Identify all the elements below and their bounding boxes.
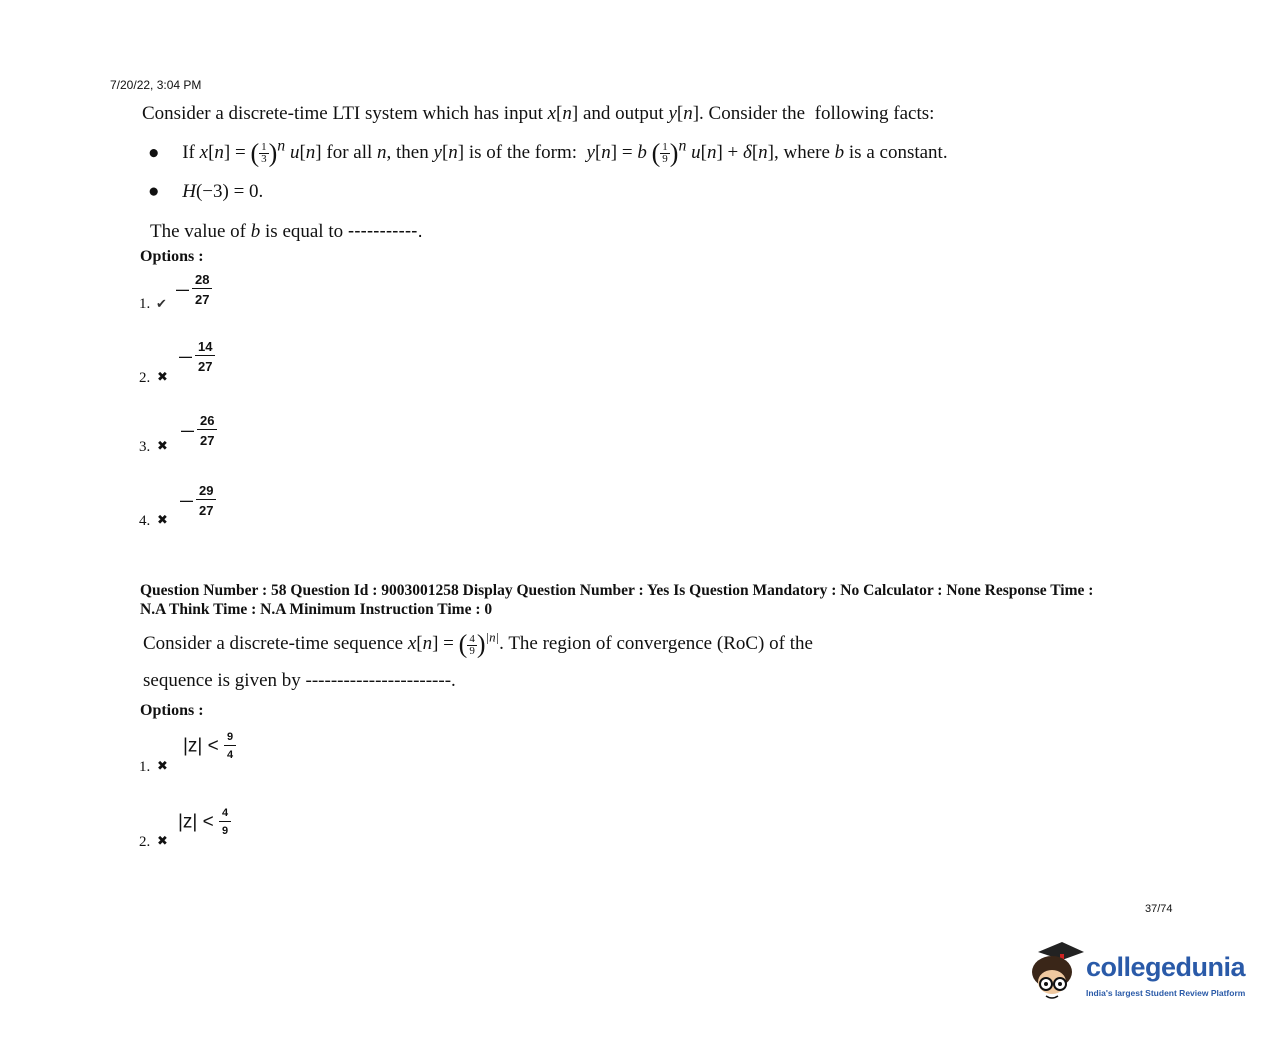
- denominator: 27: [199, 503, 214, 518]
- page-number: 37/74: [1145, 903, 1173, 915]
- q57-option-2-value[interactable]: — $\frac{14}{27}$: [179, 340, 215, 373]
- cross-icon: ✖: [157, 833, 168, 848]
- q58-option-2-number: 2.: [139, 834, 151, 850]
- q57-option-3-value[interactable]: — $\frac{26}{27}$: [181, 414, 217, 447]
- denominator: 27: [195, 292, 210, 307]
- q58-intro-line-2: sequence is given by -----------------------.: [143, 670, 456, 691]
- q57-bullet-2: [148, 181, 263, 203]
- q57-prompt: [150, 221, 423, 243]
- expression: |z| <: [178, 811, 214, 833]
- bullet-dot: ●: [148, 181, 160, 202]
- q57-option-2-number: 2.: [139, 370, 151, 386]
- q57-bullet-1-text: If x[n] = ( $\frac{1}{3}$ )$^n$ u[n] for all n, then y[n] is of the form: y[n] = b ( $\frac{1}{9}$ )$^n$ u[n] + δ[n], where b is a constant.: [182, 138, 948, 168]
- check-icon: ✔: [156, 296, 167, 311]
- cross-icon: ✖: [157, 438, 168, 453]
- q57-option-4-number: 4.: [139, 513, 151, 529]
- q58-option-1-number: 1.: [139, 759, 151, 775]
- collegedunia-logo[interactable]: [1024, 938, 1264, 1008]
- numerator: 29: [196, 484, 216, 500]
- numerator: 14: [195, 340, 215, 356]
- print-timestamp: 7/20/22, 3:04 PM: [110, 78, 202, 92]
- q57-bullet-2-text: H(−3) = 0.: [182, 181, 264, 202]
- brand-tagline: India's largest Student Review Platform: [1086, 988, 1246, 998]
- q58-option-2-value[interactable]: [178, 808, 231, 837]
- q58-intro: [143, 630, 813, 660]
- q57-bullet-1: [148, 138, 948, 169]
- q57-intro: [142, 103, 934, 125]
- q57-intro-text: Consider a discrete-time LTI system which has input x[n] and output y[n]. Consider the following facts:: [142, 103, 935, 124]
- q57-option-3-number: 3.: [139, 439, 151, 455]
- q58-meta-line-2: N.A Think Time : N.A Minimum Instruction Time : 0: [140, 601, 493, 618]
- brand-name: collegedunia: [1086, 952, 1246, 982]
- q58-intro-text: Consider a discrete-time sequence x[n] = ( $\frac{4}{9}$ )$^{|n|}$. The region of convergence (RoC) of the: [143, 630, 813, 659]
- mascot-icon: [1024, 938, 1086, 1004]
- numerator: 26: [197, 414, 217, 430]
- q57-option-4-value[interactable]: — $\frac{29}{27}$: [180, 484, 216, 517]
- numerator: 9: [224, 732, 236, 746]
- numerator: 4: [219, 808, 231, 822]
- numerator: 28: [192, 273, 212, 289]
- q58-meta-line-1: Question Number : 58 Question Id : 9003001258 Display Question Number : Yes Is Question Mandatory : No Calculator : None Response Time :: [140, 582, 1094, 599]
- q57-option-1-value[interactable]: — $\frac{28}{27}$: [176, 273, 212, 306]
- q57-option-1-number: 1.: [139, 296, 151, 312]
- denominator: 27: [200, 433, 215, 448]
- bullet-dot: ●: [148, 142, 160, 164]
- expression: |z| <: [183, 735, 219, 757]
- q57-options-label: Options :: [140, 248, 204, 265]
- denominator: 27: [198, 359, 213, 374]
- cross-icon: ✖: [157, 512, 168, 527]
- cross-icon: ✖: [157, 369, 168, 384]
- q58-option-1-value[interactable]: [183, 732, 236, 761]
- q57-prompt-text: The value of b is equal to -----------.: [150, 221, 423, 242]
- denominator: 4: [227, 749, 234, 761]
- denominator: 9: [222, 825, 229, 837]
- q58-options-label: Options :: [140, 702, 204, 719]
- cross-icon: ✖: [157, 758, 168, 773]
